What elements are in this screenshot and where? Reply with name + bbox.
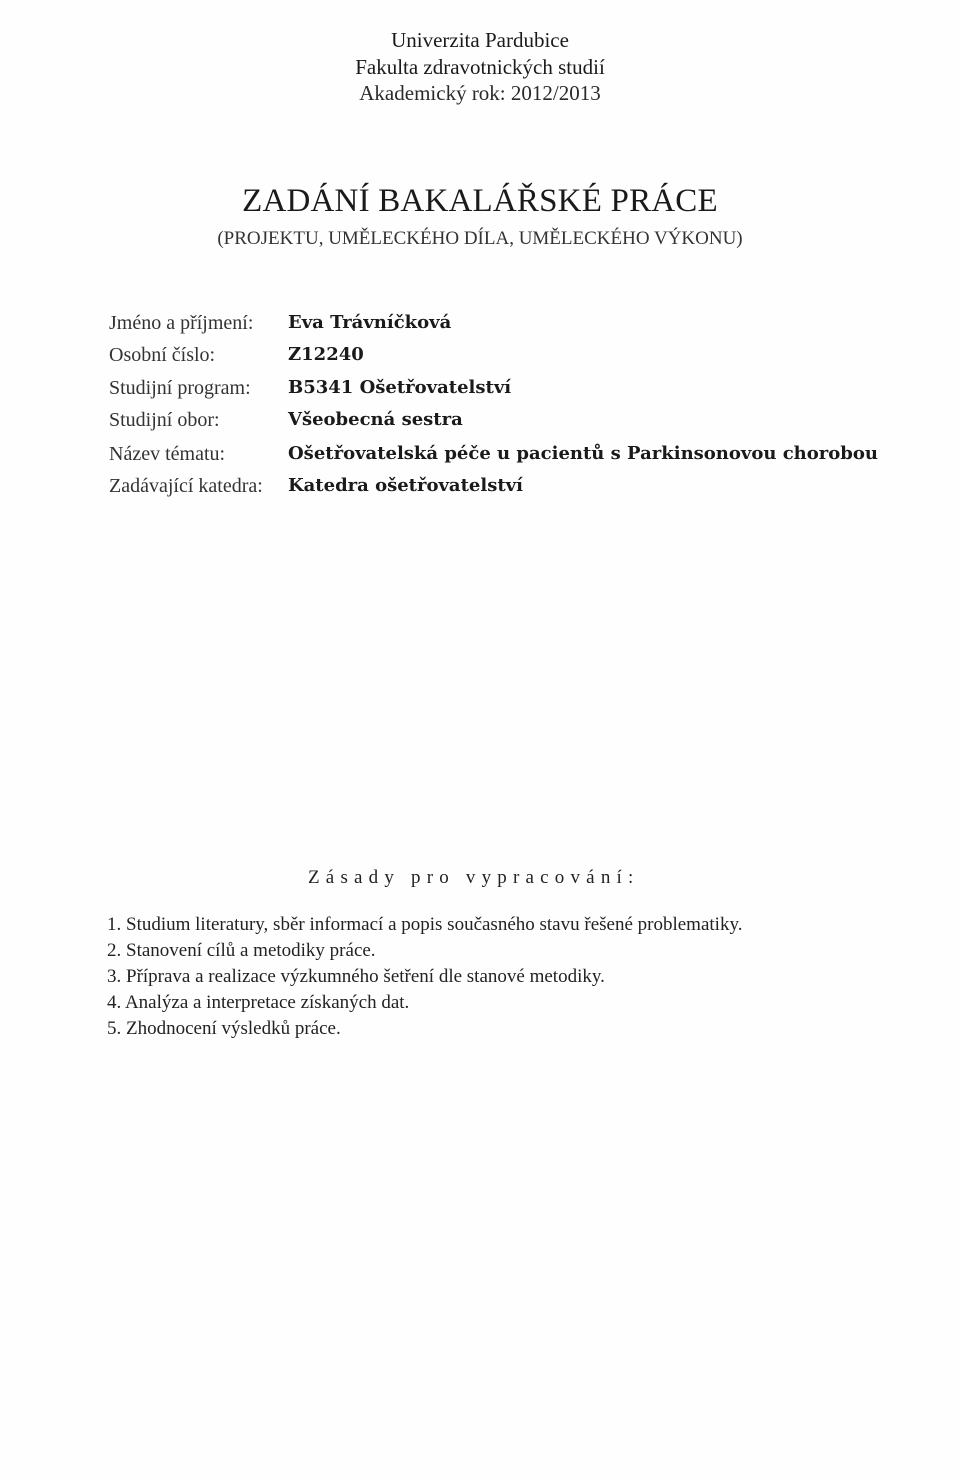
info-row-topic (0, 440, 960, 468)
info-row-department (0, 472, 960, 500)
list-item: 2. Stanovení cílů a metodiky práce. (107, 940, 376, 961)
info-label: Název tématu: (109, 443, 226, 465)
info-value: B5341 Ošetřovatelství (288, 377, 512, 398)
info-label: Osobní číslo: (109, 344, 216, 366)
principles-list (107, 912, 742, 1042)
info-label: Zadávající katedra: (109, 475, 263, 497)
list-item: 1. Studium literatury, sběr informací a popis současného stavu řešené problematiky. (107, 914, 743, 935)
info-value: Katedra ošetřovatelství (288, 475, 523, 496)
list-item: 4. Analýza a interpretace získaných dat. (107, 992, 410, 1013)
info-row-study-program (0, 374, 960, 402)
info-row-name (0, 309, 960, 337)
list-item: 3. Příprava a realizace výzkumného šetření dle stanové metodiky. (107, 966, 605, 987)
info-label: Studijní obor: (109, 409, 220, 431)
document-title: ZADÁNÍ BAKALÁŘSKÉ PRÁCE (242, 183, 718, 219)
university-name: Univerzita Pardubice (391, 28, 569, 52)
document-subtitle: (PROJEKTU, UMĚLECKÉHO DÍLA, UMĚLECKÉHO VÝKONU) (217, 228, 743, 249)
academic-year: Akademický rok: 2012/2013 (359, 81, 601, 105)
info-label: Jméno a příjmení: (109, 312, 254, 334)
info-row-personal-number (0, 341, 960, 369)
principles-heading: Zásady pro vypracování: (308, 867, 640, 888)
list-item: 5. Zhodnocení výsledků práce. (107, 1018, 341, 1039)
info-value: Všeobecná sestra (288, 409, 463, 430)
info-value: Z12240 (288, 344, 364, 365)
info-value: Eva Trávníčková (288, 312, 452, 333)
faculty-name: Fakulta zdravotnických studií (355, 55, 605, 79)
info-label: Studijní program: (109, 377, 251, 399)
info-value: Ošetřovatelská péče u pacientů s Parkinsonovou chorobou (288, 443, 878, 464)
info-row-study-field (0, 406, 960, 434)
